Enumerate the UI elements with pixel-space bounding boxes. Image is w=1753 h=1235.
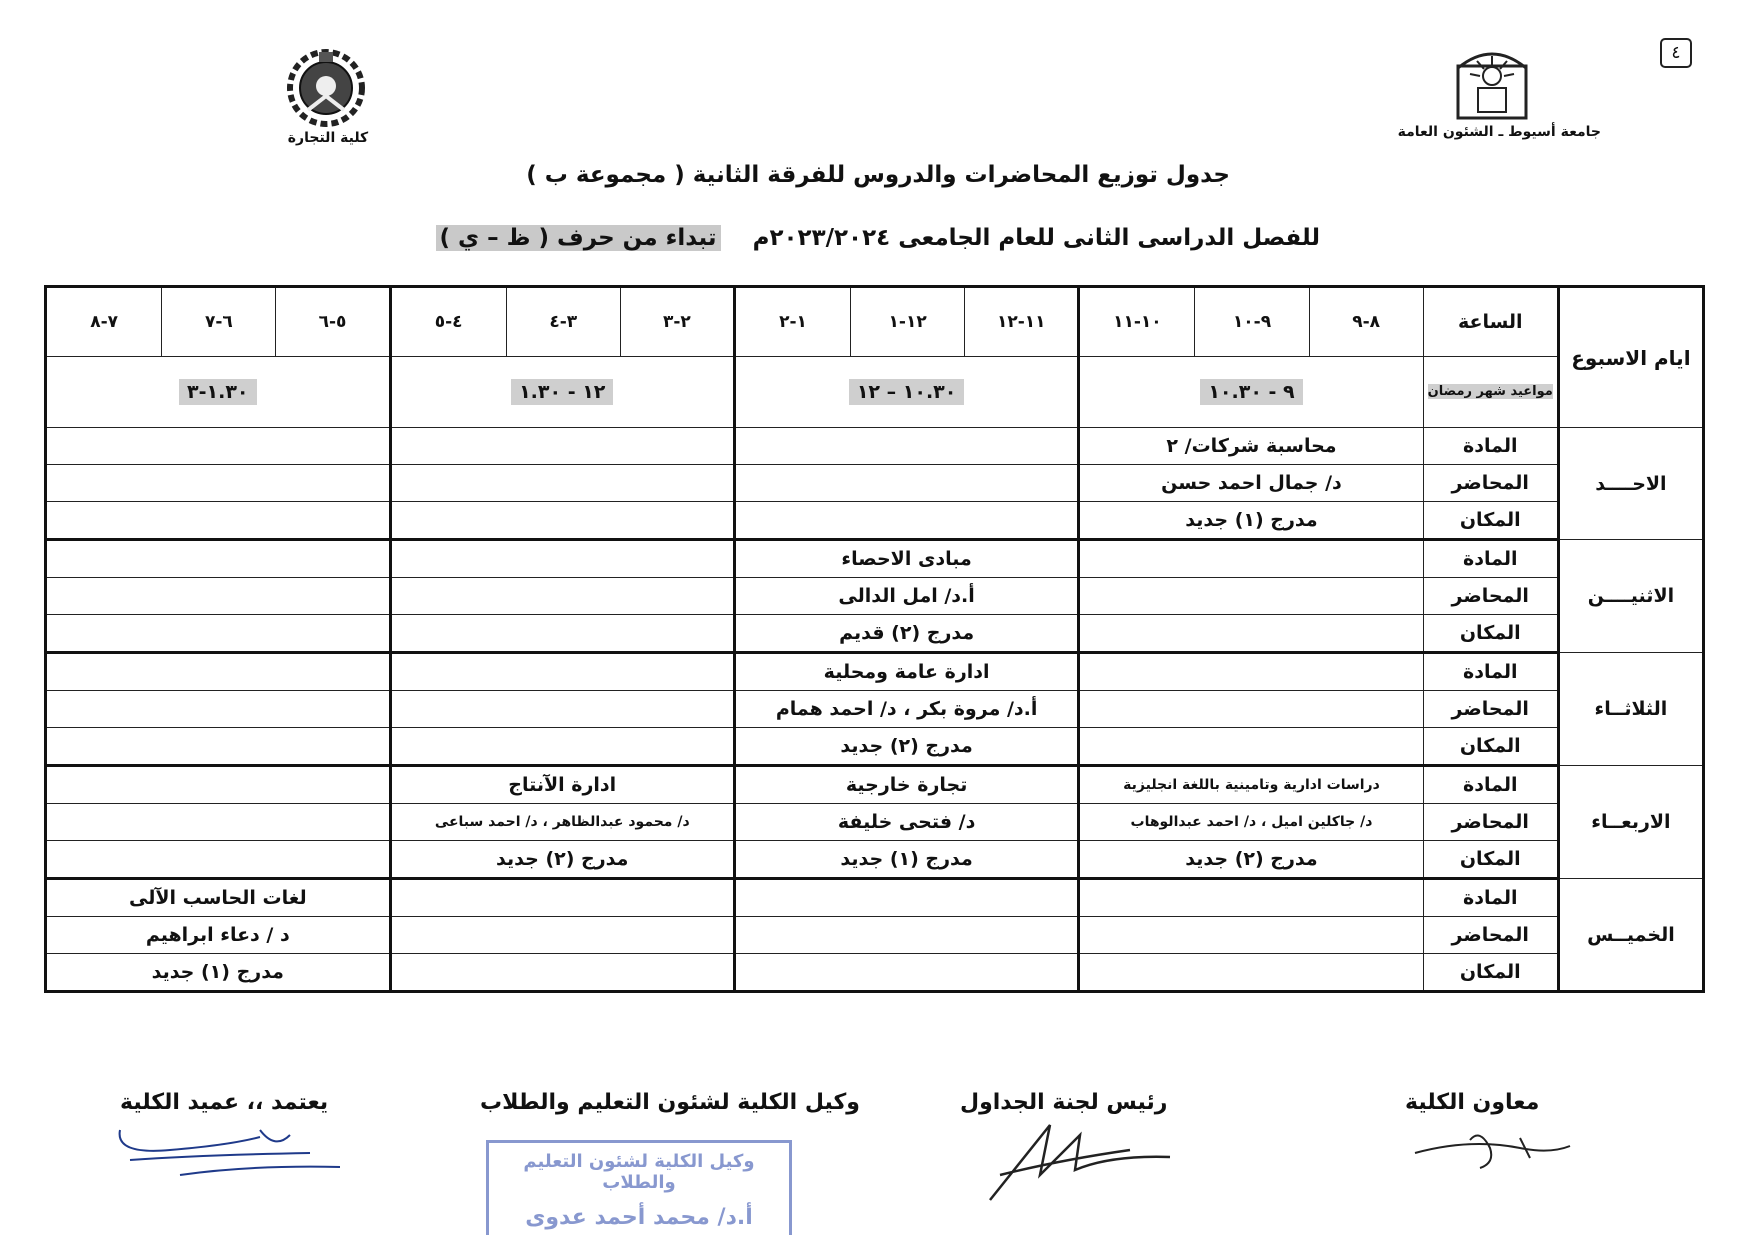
day-row [46, 502, 1704, 540]
schedule-cell: د/ جمال احمد حسن [1079, 465, 1423, 502]
time-slot: ٩-١٠ [1195, 287, 1309, 357]
day-row [46, 804, 1704, 841]
schedule-cell [1079, 728, 1423, 766]
day-name: الاثنيــــن [1558, 540, 1703, 653]
schedule-cell: تجارة خارجية [734, 766, 1078, 804]
schedule-cell: دراسات ادارية وتامينية باللغة انجليزية [1079, 766, 1423, 804]
schedule-cell [390, 540, 734, 578]
day-row [46, 465, 1704, 502]
ramadan-time: ١٠.٣٠ – ١٢ [734, 357, 1078, 428]
schedule-cell [46, 653, 391, 691]
row-label: المادة [1423, 540, 1558, 578]
schedule-cell: مدرج (١) جديد [1079, 502, 1423, 540]
schedule-cell [390, 879, 734, 917]
day-name: الثلاثــاء [1558, 653, 1703, 766]
schedule-cell [46, 428, 391, 465]
schedule-cell: لغات الحاسب الآلى [46, 879, 391, 917]
schedule-cell: مدرج (٢) قديم [734, 615, 1078, 653]
university-line: جامعة أسيوط ـ الشئون العامة [1397, 124, 1601, 140]
day-name: الاحــــد [1558, 428, 1703, 540]
day-row [46, 841, 1704, 879]
row-label: المادة [1423, 879, 1558, 917]
dean-signature [110, 1115, 350, 1185]
day-name: الخميــس [1558, 879, 1703, 992]
row-label: المحاضر [1423, 465, 1558, 502]
day-row [46, 428, 1704, 465]
day-row [46, 691, 1704, 728]
days-header: ايام الاسبوع [1558, 287, 1703, 428]
faculty-logo-icon [283, 48, 369, 128]
page-title: جدول توزيع المحاضرات والدروس للفرقة الثانية ( مجموعة ب ) [526, 162, 1230, 188]
schedule-cell [390, 502, 734, 540]
time-slot: ٧-٨ [46, 287, 162, 357]
time-slot: ٣-٤ [506, 287, 620, 357]
day-row [46, 653, 1704, 691]
time-slot: ١-٢ [734, 287, 850, 357]
day-row [46, 766, 1704, 804]
day-row [46, 728, 1704, 766]
schedule-cell [46, 728, 391, 766]
subtitle-main: للفصل الدراسى الثانى للعام الجامعى ٢٠٢٣/٢٠٢٤م [752, 225, 1320, 251]
ramadan-time: ١.٣٠-٣ [46, 357, 391, 428]
schedule-cell [390, 428, 734, 465]
schedule-cell [390, 578, 734, 615]
schedule-cell: د / دعاء ابراهيم [46, 917, 391, 954]
faculty-line: كلية التجارة [287, 130, 369, 146]
time-slot: ١٠-١١ [1079, 287, 1195, 357]
schedule-cell: مبادى الاحصاء [734, 540, 1078, 578]
schedule-cell [734, 465, 1078, 502]
schedule-cell [390, 728, 734, 766]
page-number: ٤ [1660, 38, 1692, 68]
schedule-cell [734, 879, 1078, 917]
university-logo-icon [1450, 46, 1534, 124]
row-label: المادة [1423, 428, 1558, 465]
schedule-cell [46, 766, 391, 804]
schedule-cell [1079, 653, 1423, 691]
schedule-table [44, 285, 1705, 993]
row-label: المكان [1423, 954, 1558, 992]
schedule-cell [46, 502, 391, 540]
schedule-cell [1079, 691, 1423, 728]
schedule-cell [734, 954, 1078, 992]
row-label: المحاضر [1423, 804, 1558, 841]
schedule-cell [390, 917, 734, 954]
day-row [46, 615, 1704, 653]
schedule-cell: أ.د/ امل الدالى [734, 578, 1078, 615]
row-label: المحاضر [1423, 691, 1558, 728]
schedule-cell [390, 465, 734, 502]
row-label: المكان [1423, 841, 1558, 879]
row-label: المادة [1423, 653, 1558, 691]
vice-dean-signature [1410, 1118, 1580, 1178]
row-label: المحاضر [1423, 917, 1558, 954]
day-row [46, 540, 1704, 578]
day-name: الاربعــاء [1558, 766, 1703, 879]
page-subtitle [440, 225, 1320, 251]
schedule-cell: مدرج (٢) جديد [390, 841, 734, 879]
schedule-cell [1079, 879, 1423, 917]
hour-label: الساعة [1423, 287, 1558, 357]
schedule-cell [390, 954, 734, 992]
schedule-cell [46, 841, 391, 879]
schedule-head-signature [980, 1115, 1180, 1205]
sig-vice-dean-education-label: وكيل الكلية لشئون التعليم والطلاب [480, 1090, 860, 1115]
time-slot: ٦-٧ [162, 287, 276, 357]
schedule-cell [46, 615, 391, 653]
schedule-cell [390, 653, 734, 691]
schedule-cell [1079, 540, 1423, 578]
row-label: المكان [1423, 728, 1558, 766]
sig-dean-label: يعتمد ،، عميد الكلية [120, 1090, 329, 1115]
schedule-cell: مدرج (٢) جديد [1079, 841, 1423, 879]
time-slot: ٤-٥ [390, 287, 506, 357]
time-slot: ٢-٣ [620, 287, 734, 357]
subtitle-highlight: تبداء من حرف ( ظ – ي ) [436, 225, 721, 251]
time-slot: ٨-٩ [1309, 287, 1423, 357]
schedule-cell: د/ محمود عبدالظاهر ، د/ احمد سباعى [390, 804, 734, 841]
ramadan-row [46, 357, 1704, 428]
time-slots-row [46, 287, 1704, 357]
schedule-cell [1079, 954, 1423, 992]
schedule-cell [390, 691, 734, 728]
sig-vice-dean-label: معاون الكلية [1405, 1090, 1540, 1115]
days-body [46, 428, 1704, 992]
schedule-cell: مدرج (٢) جديد [734, 728, 1078, 766]
row-label: المكان [1423, 502, 1558, 540]
day-row [46, 917, 1704, 954]
schedule-cell [734, 428, 1078, 465]
schedule-cell [1079, 917, 1423, 954]
schedule-cell: د/ فتحى خليفة [734, 804, 1078, 841]
time-slot: ٥-٦ [276, 287, 390, 357]
sig-schedule-head-label: رئيس لجنة الجداول [960, 1090, 1168, 1115]
schedule-cell: د/ جاكلين اميل ، د/ احمد عبدالوهاب [1079, 804, 1423, 841]
schedule-cell [734, 917, 1078, 954]
day-row [46, 954, 1704, 992]
schedule-cell [46, 578, 391, 615]
schedule-cell: أ.د/ مروة بكر ، د/ احمد همام [734, 691, 1078, 728]
schedule-cell [46, 804, 391, 841]
time-slot: ١٢-١ [851, 287, 965, 357]
row-label: المكان [1423, 615, 1558, 653]
day-row [46, 578, 1704, 615]
schedule-cell: محاسبة شركات/ ٢ [1079, 428, 1423, 465]
schedule-cell [46, 540, 391, 578]
ramadan-label: مواعيد شهر رمضان [1423, 357, 1558, 428]
ramadan-time: ١٢ - ١.٣٠ [390, 357, 734, 428]
row-label: المحاضر [1423, 578, 1558, 615]
schedule-cell [390, 615, 734, 653]
ramadan-time: ٩ - ١٠.٣٠ [1079, 357, 1423, 428]
schedule-cell [1079, 615, 1423, 653]
schedule-cell: ادارة عامة ومحلية [734, 653, 1078, 691]
row-label: المادة [1423, 766, 1558, 804]
schedule-cell [734, 502, 1078, 540]
time-slot: ١١-١٢ [965, 287, 1079, 357]
schedule-cell: مدرج (١) جديد [46, 954, 391, 992]
schedule-cell: مدرج (١) جديد [734, 841, 1078, 879]
day-row [46, 879, 1704, 917]
schedule-cell [46, 465, 391, 502]
official-stamp: وكيل الكلية لشئون التعليم والطلاب أ.د/ محمد أحمد عدوى [486, 1140, 792, 1235]
schedule-cell: ادارة الآنتاج [390, 766, 734, 804]
schedule-cell [1079, 578, 1423, 615]
schedule-cell [46, 691, 391, 728]
